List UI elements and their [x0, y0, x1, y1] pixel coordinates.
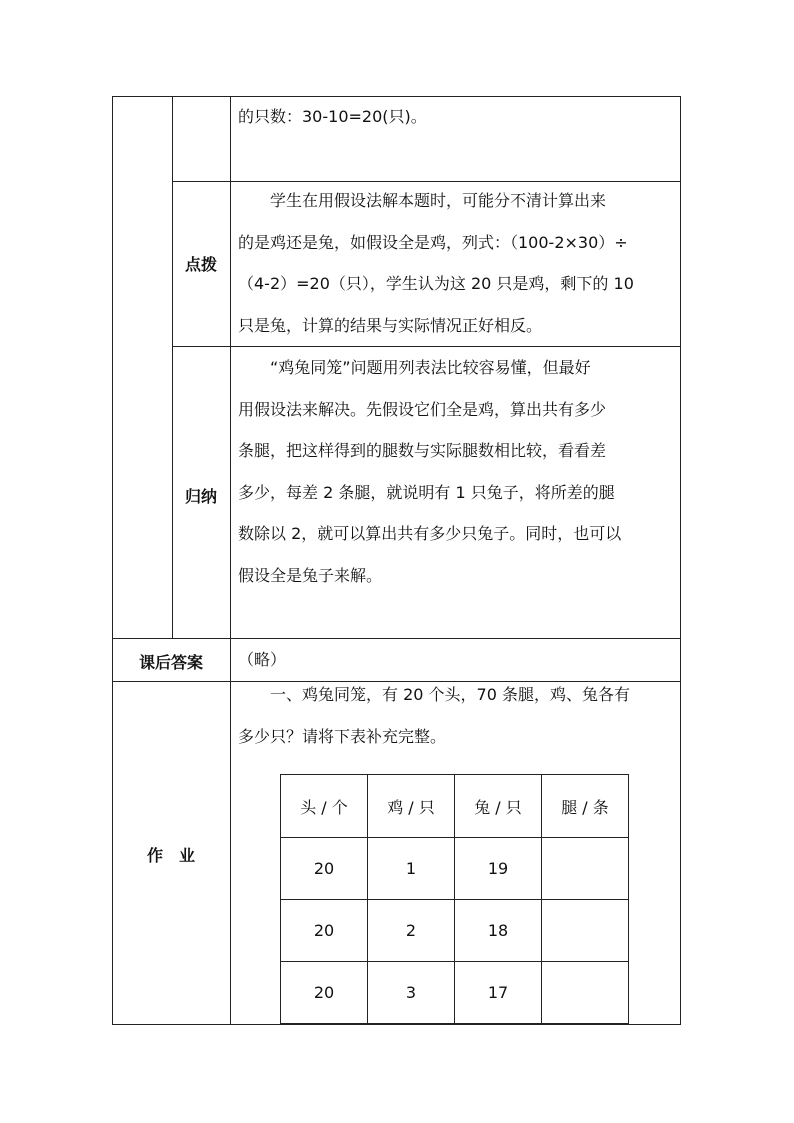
dianbo-line: （4-2）=20（只），学生认为这 20 只是鸡，剩下的 10: [238, 274, 634, 293]
dianbo-label: 点拨: [184, 255, 217, 274]
homework-label: 作 业: [146, 846, 195, 865]
table-left-border: [112, 96, 113, 1025]
guina-line: 用假设法来解决。先假设它们全是鸡，算出共有多少: [238, 399, 607, 419]
guina-line: 条腿，把这样得到的腿数与实际腿数相比较，看看差: [238, 441, 607, 460]
guina-paragraph: [238, 347, 678, 596]
cell-heads: 20: [281, 962, 368, 1024]
homework-table: [280, 774, 629, 1024]
cell-heads: 20: [281, 900, 368, 962]
guina-line: 假设全是兔子来解。: [238, 565, 383, 585]
guina-line: “鸡兔同笼”问题用列表法比较容易懂，但最好: [238, 358, 591, 377]
cell-chickens: 3: [368, 962, 455, 1024]
cell-rabbits: 19: [455, 838, 542, 900]
cell-rabbits: 18: [455, 900, 542, 962]
cell-chickens: 1: [368, 838, 455, 900]
table-row: [281, 900, 629, 962]
table-right-border: [680, 96, 681, 1025]
dianbo-paragraph: [238, 180, 678, 346]
sub-column-divider: [172, 96, 173, 639]
answers-text: （略）: [238, 650, 287, 669]
continuation-text: 的只数：30-10=20(只)。: [238, 107, 427, 126]
cell-heads: 20: [281, 838, 368, 900]
answers-label: 课后答案: [138, 653, 203, 672]
dianbo-line: 的是鸡还是兔，如假设全是鸡，列式：（100-2×30）÷: [238, 232, 628, 252]
content-column-divider: [230, 96, 231, 1025]
row-divider-answers: [112, 638, 681, 639]
dianbo-line: 学生在用假设法解本题时，可能分不清计算出来: [238, 191, 607, 210]
table-header-row: [281, 775, 629, 838]
cell-chickens: 2: [368, 900, 455, 962]
question-line: 一、鸡兔同笼，有 20 个头，70 条腿，鸡、兔各有: [238, 685, 630, 704]
cell-legs[interactable]: [542, 962, 629, 1024]
dianbo-line: 只是兔，计算的结果与实际情况正好相反。: [238, 315, 543, 335]
header-legs: 腿 / 条: [542, 775, 629, 838]
homework-question: [238, 674, 678, 757]
cell-legs[interactable]: [542, 900, 629, 962]
table-bottom-border: [112, 1024, 681, 1025]
question-line: 多少只？请将下表补充完整。: [238, 726, 447, 746]
header-chickens: 鸡 / 只: [368, 775, 455, 838]
cell-legs[interactable]: [542, 838, 629, 900]
guina-line: 数除以 2，就可以算出共有多少只兔子。同时，也可以: [238, 524, 622, 543]
header-rabbits: 兔 / 只: [455, 775, 542, 838]
table-row: [281, 962, 629, 1024]
guina-line: 多少，每差 2 条腿，就说明有 1 只兔子，将所差的腿: [238, 482, 615, 502]
cell-rabbits: 17: [455, 962, 542, 1024]
table-row: [281, 838, 629, 900]
header-heads: 头 / 个: [281, 775, 368, 838]
guina-label: 归纳: [184, 487, 217, 506]
